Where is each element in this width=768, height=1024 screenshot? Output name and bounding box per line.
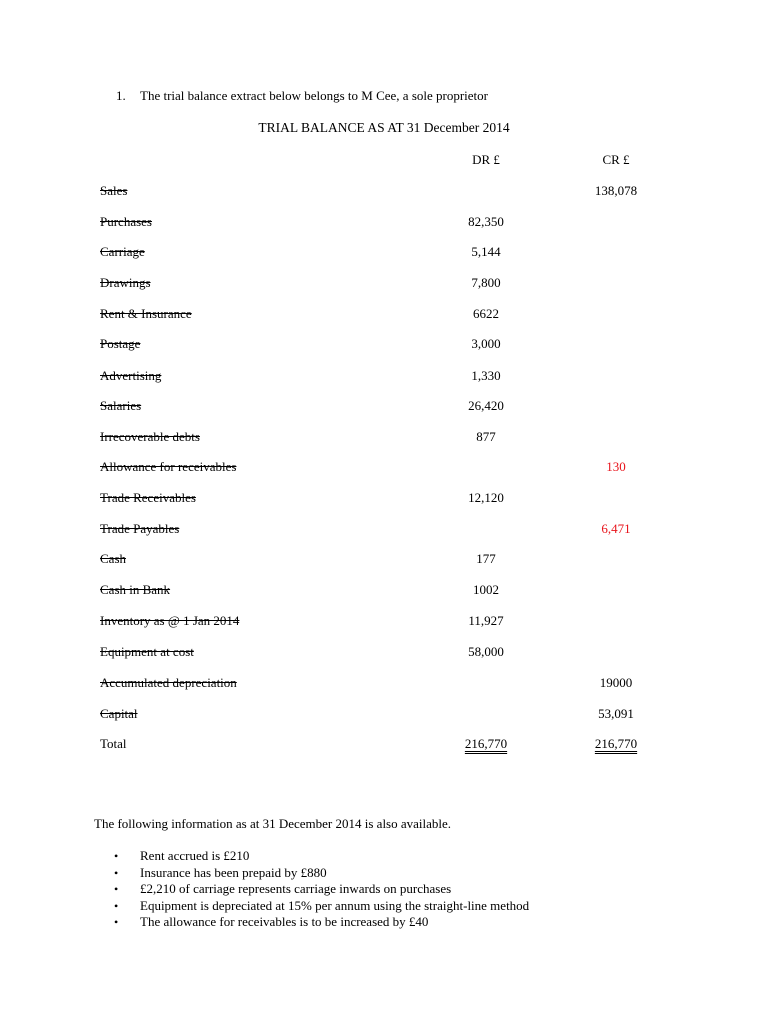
table-row [0,459,768,479]
table-row [0,244,768,264]
dr-value: 177 [476,551,496,566]
row-label: Equipment at cost [100,644,194,659]
total-label: Total [100,736,127,751]
table-row [0,336,768,356]
trial-balance-title: TRIAL BALANCE AS AT 31 December 2014 [258,120,510,135]
dr-value: 5,144 [471,244,501,259]
cr-value: 19000 [599,675,633,690]
cr-value: 6,471 [601,521,631,536]
row-label: Trade Receivables [100,490,196,505]
table-row [0,644,768,664]
question-number: 1. [116,88,126,103]
row-label: Drawings [100,275,151,290]
table-row [0,675,768,695]
row-label: Salaries [100,398,142,413]
dr-value: 877 [476,429,496,444]
row-label: Purchases [100,214,152,229]
total-dr-value: 216,770 [464,736,508,751]
dr-value: 11,927 [468,613,504,628]
dr-value: 12,120 [468,490,504,505]
dr-value: 82,350 [468,214,504,229]
dr-value: 6622 [473,306,499,321]
table-row [0,706,768,726]
list-item: • Rent accrued is £210 [112,848,529,865]
row-label: Rent & Insurance [100,306,192,321]
dr-value: 7,800 [471,275,501,290]
table-row [0,521,768,541]
list-item: • Equipment is depreciated at 15% per annum using the straight-line method [112,898,529,915]
table-row [0,398,768,418]
row-label: Accumulated depreciation [100,675,237,690]
dr-value: 26,420 [468,398,504,413]
row-label: Sales [100,183,128,198]
question-text: The trial balance extract below belongs to M Cee, a sole proprietor [140,88,488,103]
table-row [0,429,768,449]
dr-value: 58,000 [468,644,504,659]
row-label: Cash in Bank [100,582,171,597]
list-item: • Insurance has been prepaid by £880 [112,865,529,882]
table-row [0,490,768,510]
list-item: • The allowance for receivables is to be increased by £40 [112,914,529,931]
table-row [0,613,768,633]
adjustments-list [112,848,529,931]
table-row [0,551,768,571]
table-row [0,368,768,388]
row-label: Advertising [100,368,162,383]
table-row [0,214,768,234]
row-label: Trade Payables [100,521,180,536]
total-row [0,736,768,756]
row-label: Irrecoverable debts [100,429,200,444]
additional-info-intro: The following information as at 31 December 2014 is also available. [94,816,452,831]
dr-value: 1,330 [471,368,501,383]
dr-value: 1002 [473,582,499,597]
table-row [0,582,768,602]
cr-column-header: CR £ [602,152,630,167]
dr-value: 3,000 [471,336,501,351]
table-row [0,183,768,203]
row-label: Cash [100,551,126,566]
cr-value: 130 [606,459,626,474]
row-label: Inventory as @ 1 Jan 2014 [100,613,240,628]
list-item: • £2,210 of carriage represents carriage inwards on purchases [112,881,529,898]
total-cr-value: 216,770 [594,736,638,751]
table-row [0,275,768,295]
table-row [0,306,768,326]
cr-value: 53,091 [598,706,634,721]
row-label: Allowance for receivables [100,459,237,474]
row-label: Capital [100,706,138,721]
row-label: Carriage [100,244,145,259]
cr-value: 138,078 [594,183,638,198]
row-label: Postage [100,336,141,351]
dr-column-header: DR £ [472,152,500,167]
